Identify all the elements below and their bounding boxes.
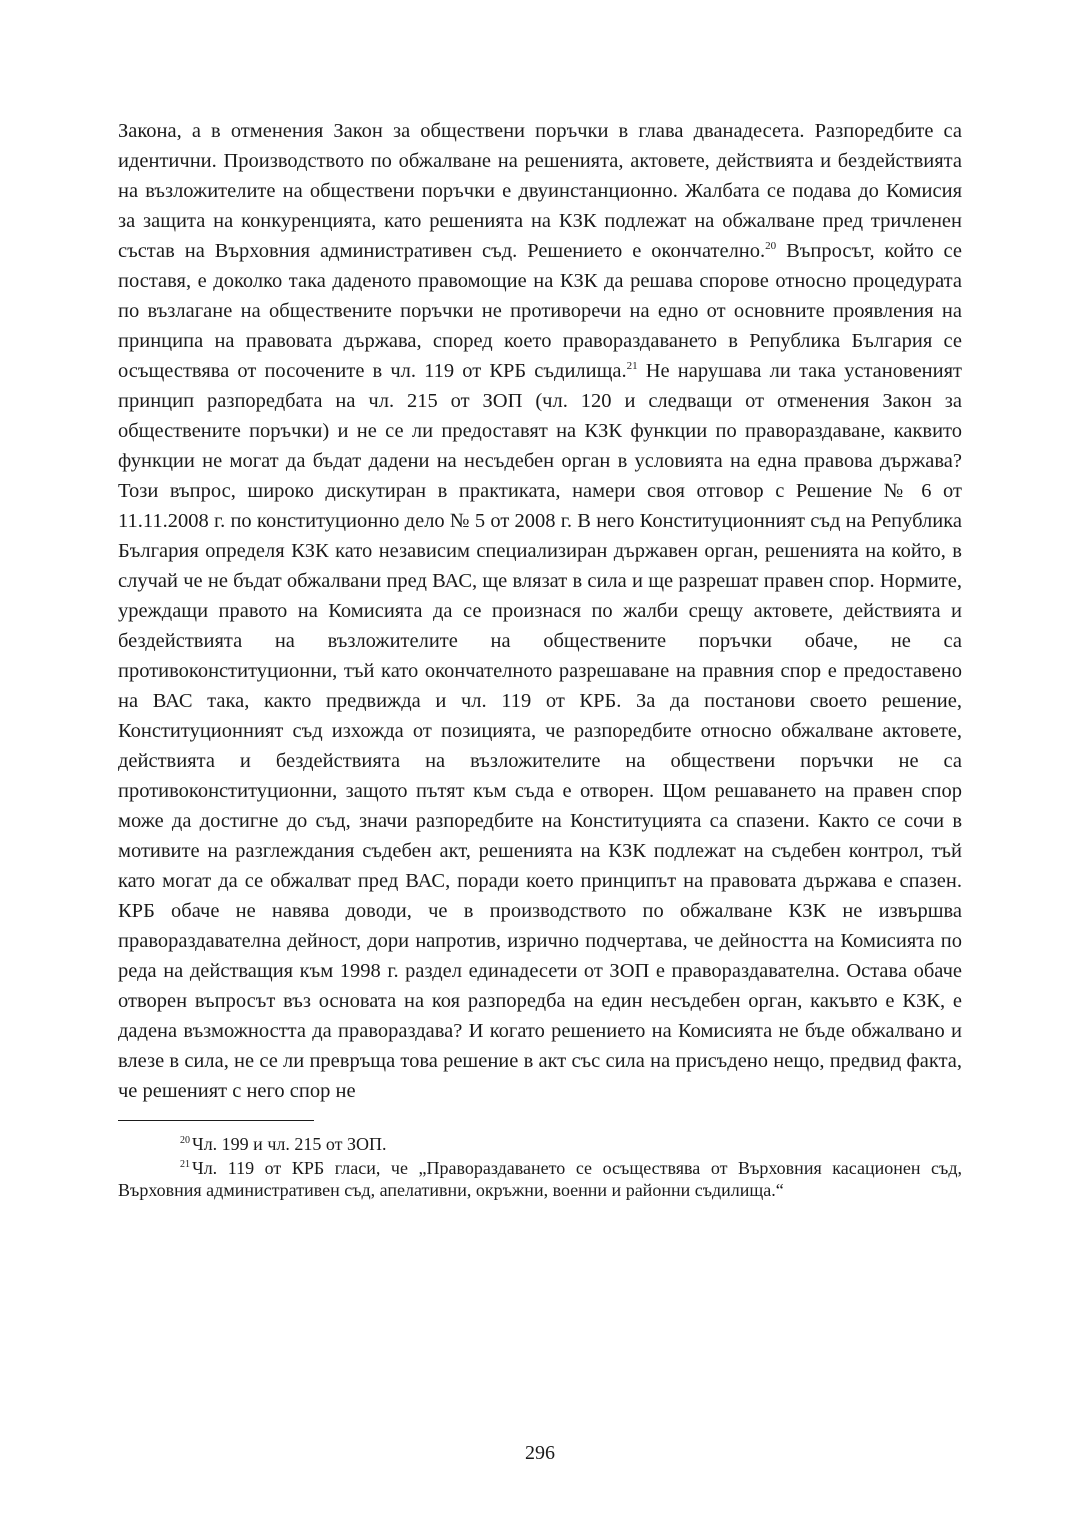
footnote-divider — [118, 1120, 314, 1121]
footnote-21 — [118, 1157, 962, 1201]
footnotes — [118, 1133, 962, 1201]
page-content — [118, 116, 962, 1203]
footnote-ref-20: 20 — [765, 240, 777, 252]
footnote-text-21: Чл. 119 от КРБ гласи, че „Правораздаването се осъществява от Върховния касационен съд, Върховния административен съд, апелативни, окръжни, военни и районни съдилища.“ — [118, 1158, 962, 1200]
main-paragraph — [118, 116, 962, 1106]
paragraph-segment-3: Не нарушава ли така установеният принцип разпоредбата на чл. 215 от ЗОП (чл. 120 и следващи от отменения Закон за обществените поръчки) и не се ли предоставят на КЗК функции по правораздаване, каквито функции не могат да бъдат дадени на несъдебен орган в условията на една правова държава? Този въпрос, широко дискутиран в практиката, намери своя отговор с Решение № 6 от 11.11.2008 г. по конституционно дело № 5 от 2008 г. В него Конституционният съд на Република България определя КЗК като независим специализиран държавен орган, решенията на който, в случай че не бъдат обжалвани пред ВАС, ще влязат в сила и ще разрешат правен спор. Нормите, уреждащи правото на Комисията да се произнася по жалби срещу актовете, действията и бездействията на възложителите на обществените поръчки обаче, не са противоконституционни, тъй като окончателното разрешаване на правния спор е предоставено на ВАС така, както предвижда и чл. 119 от КРБ. За да постанови своето решение, Конституционният съд изхожда от позицията, че разпоредбите относно обжалване актовете, действията и бездействията на възложителите на обществени поръчки не са противоконституционни, защото пътят към съда е отворен. Щом решаването на правен спор може да достигне до съд, значи разпоредбите на Конституцията са спазени. Както се сочи в мотивите на разглеждания съдебен акт, решенията на КЗК подлежат на съдебен контрол, тъй като могат да се обжалват пред ВАС, поради което принципът на правовата държава е спазен. КРБ обаче не навява доводи, че в производството по обжалване КЗК не извършва правораздавателна дейност, дори напротив, изрично подчертава, че дейността на Комисията по реда на действащия към 1998 г. раздел единадесети от ЗОП е правораздавателна. Остава обаче отворен въпросът въз основата на коя разпоредба на един несъдебен орган, какъвто е КЗК, е дадена възможността да правораздава? И когато решението на Комисията не бъде обжалвано и влезе в сила, не се ли превръща това решение в акт със сила на присъдено нещо, предвид факта, че решеният с него спор не — [118, 360, 962, 1102]
page-number: 296 — [525, 1442, 555, 1464]
footnote-ref-21: 21 — [626, 360, 638, 372]
paragraph-segment-1: Закона, а в отменения Закон за обществени поръчки в глава дванадесета. Разпоредбите са идентични. Производството по обжалване на решенията, актовете, действията и бездействията на възложителите на обществени поръчки е двуинстанционно. Жалбата се подава до Комисия за защита на конкуренцията, като решенията на КЗК подлежат на обжалване пред тричленен състав на Върховния административен съд. Решението е окончателно. — [118, 120, 962, 262]
paragraph-segment-2: Въпросът, който се поставя, е доколко така даденото правомощие на КЗК да решава спорове относно процедурата по възлагане на обществените поръчки не противоречи на едно от основните проявления на принципа на правовата държава, според което правораздаването в Република България се осъществява от посочените в чл. 119 от КРБ съдилища. — [118, 240, 962, 382]
footnote-number-21: 21 — [180, 1159, 190, 1170]
footnote-number-20: 20 — [180, 1135, 190, 1146]
footnote-text-20: Чл. 199 и чл. 215 от ЗОП. — [192, 1134, 387, 1154]
footnote-20 — [118, 1133, 962, 1155]
